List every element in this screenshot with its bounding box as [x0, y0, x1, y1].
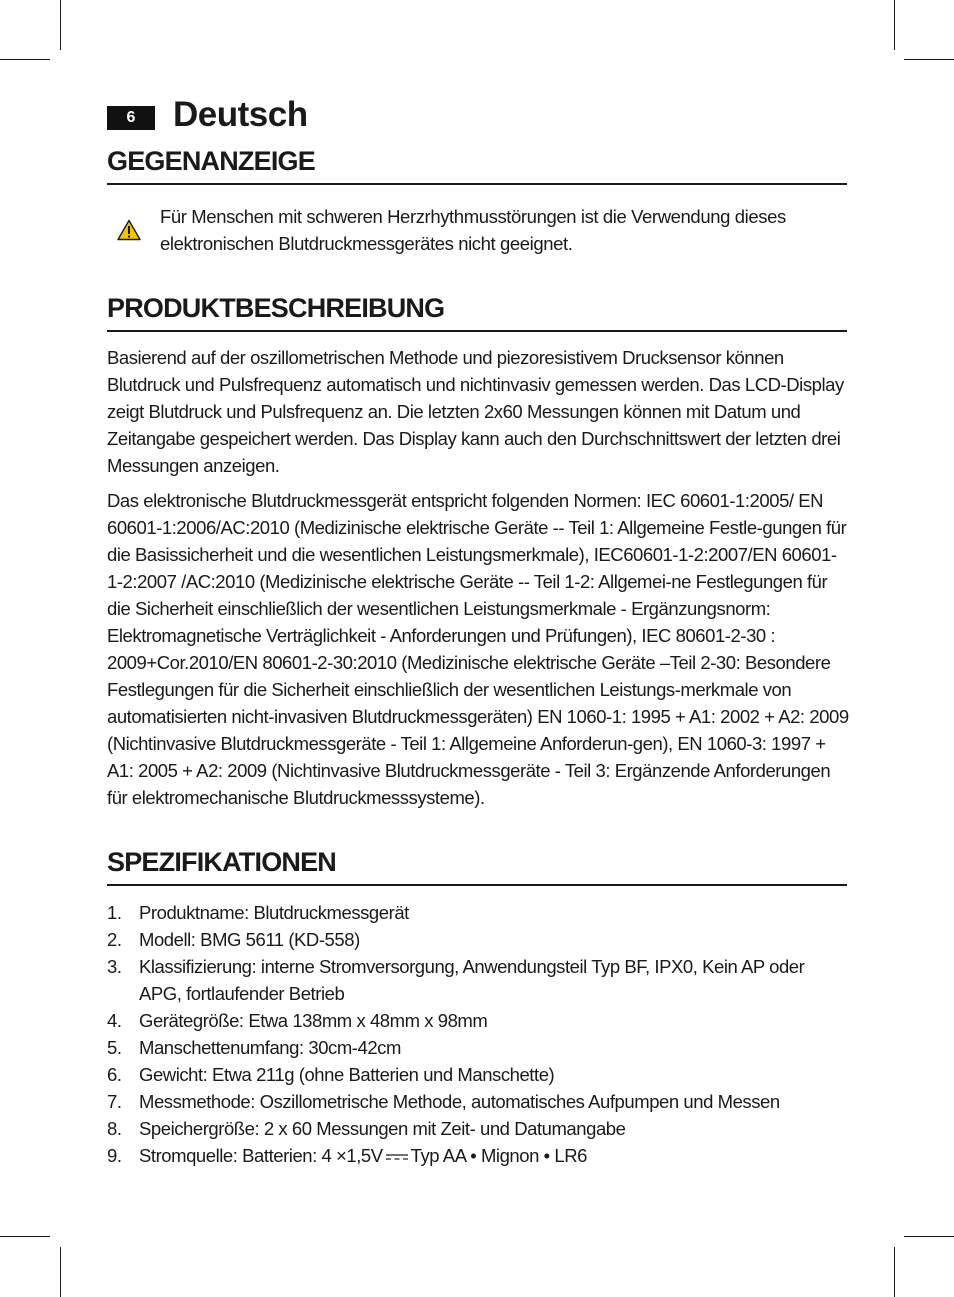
warning-notice: [107, 203, 847, 263]
list-item: [107, 1088, 847, 1115]
list-number: 5.: [107, 1037, 122, 1058]
section-heading-description: PRODUKTBESCHREIBUNG: [107, 290, 847, 332]
list-item: [107, 1142, 847, 1169]
crop-mark: [0, 1236, 50, 1237]
list-text: Produktname: Blutdruckmessgerät: [139, 902, 409, 923]
language-title: Deutsch: [173, 95, 308, 134]
list-text: Klassifizierung: interne Stromversorgung, Anwendungsteil Typ BF, IPX0, Kein AP oder APG, fortlaufender Betrieb: [139, 956, 805, 1004]
description-paragraph: Basierend auf der oszillometrischen Methode und piezoresistivem Drucksensor können Blutdruck und Pulsfrequenz automatisch und nichtinvasiv gemessen werden. Das LCD-Display zeigt Blutdruck und Pulsfrequenz an. Die letzten 2x60 Messungen können mit Datum und Zeitangabe gespeichert werden. Das Display kann auch den Durchschnittswert der letzten drei Messungen anzeigen.: [107, 347, 844, 476]
warning-text: Für Menschen mit schweren Herzrhythmusstörungen ist die Verwendung dieses elektronischen Blutdruckmessgerätes nicht geeignet.: [160, 206, 786, 254]
list-text: Modell: BMG 5611 (KD-558): [139, 929, 360, 950]
list-text: Messmethode: Oszillometrische Methode, automatisches Aufpumpen und Messen: [139, 1091, 780, 1112]
list-text: Speichergröße: 2 x 60 Messungen mit Zeit- und Datumangabe: [139, 1118, 626, 1139]
crop-mark: [60, 1247, 61, 1297]
crop-mark: [894, 1247, 895, 1297]
list-number: 2.: [107, 929, 122, 950]
crop-mark: [904, 59, 954, 60]
list-text: Gewicht: Etwa 211g (ohne Batterien und Manschette): [139, 1064, 555, 1085]
crop-mark: [894, 0, 895, 50]
list-item: [107, 926, 847, 953]
crop-mark: [60, 0, 61, 50]
list-text-after: Typ AA • Mignon • LR6: [410, 1145, 587, 1166]
spec-list: [107, 899, 847, 1169]
list-number: 7.: [107, 1091, 122, 1112]
section-heading-contraindication: GEGENANZEIGE: [107, 143, 847, 185]
crop-mark: [904, 1236, 954, 1237]
list-text: Manschettenumfang: 30cm-42cm: [139, 1037, 401, 1058]
list-item: [107, 1034, 847, 1061]
list-text-before: Stromquelle: Batterien: 4 ×1,5V: [139, 1145, 383, 1166]
crop-mark: [0, 59, 50, 60]
list-item: [107, 953, 847, 1007]
list-item: [107, 1115, 847, 1142]
list-text: Gerätegröße: Etwa 138mm x 48mm x 98mm: [139, 1010, 488, 1031]
list-number: 6.: [107, 1064, 122, 1085]
list-number: 9.: [107, 1145, 122, 1166]
section-heading-specs: SPEZIFIKATIONEN: [107, 844, 847, 886]
direct-current-icon: [385, 1152, 409, 1162]
list-item: [107, 899, 847, 926]
list-item: [107, 1061, 847, 1088]
list-number: 1.: [107, 902, 122, 923]
list-number: 4.: [107, 1010, 122, 1031]
list-number: 8.: [107, 1118, 122, 1139]
warning-triangle-icon: [117, 219, 141, 241]
standards-paragraph: Das elektronische Blutdruckmessgerät entspricht folgenden Normen: IEC 60601-1:2005/ EN 60601-1:2006/AC:2010 (Medizinische elektrische Geräte -- Teil 1: Allgemeine Festle-gungen für die Basissicherheit und die wesentlichen Leistungsmerkmale), IEC60601-1-2:2007/EN 60601-1-2:2007 /AC:2010 (Medizinische elektrische Geräte -- Teil 1-2: Allgemei-ne Festlegungen für die Sicherheit einschließlich der wesentlichen Leistungsmerkmale - Ergänzungsnorm: Elektromagnetische Verträglichkeit - Anforderungen und Prüfungen), IEC 80601-2-30 : 2009+Cor.2010/EN 80601-2-30:2010 (Medizinische elektrische Geräte –Teil 2-30: Besondere Festlegungen für die Sicherheit einschließlich der wesentlichen Leistungs-merkmale von automatisierten nicht-invasiven Blutdruckmessgeräten) EN 1060-1: 1995 + A1: 2002 + A2: 2009 (Nichtinvasive Blutdruckmessgeräte - Teil 1: Allgemeine Anforderun-gen), EN 1060-3: 1997 + A1: 2005 + A2: 2009 (Nichtinvasive Blutdruckmessgeräte - Teil 3: Ergänzende Anforderungen für elektromechanische Blutdruckmesssysteme).: [107, 490, 849, 808]
list-item: [107, 1007, 847, 1034]
list-number: 3.: [107, 956, 122, 977]
page-number: 6: [107, 106, 155, 130]
